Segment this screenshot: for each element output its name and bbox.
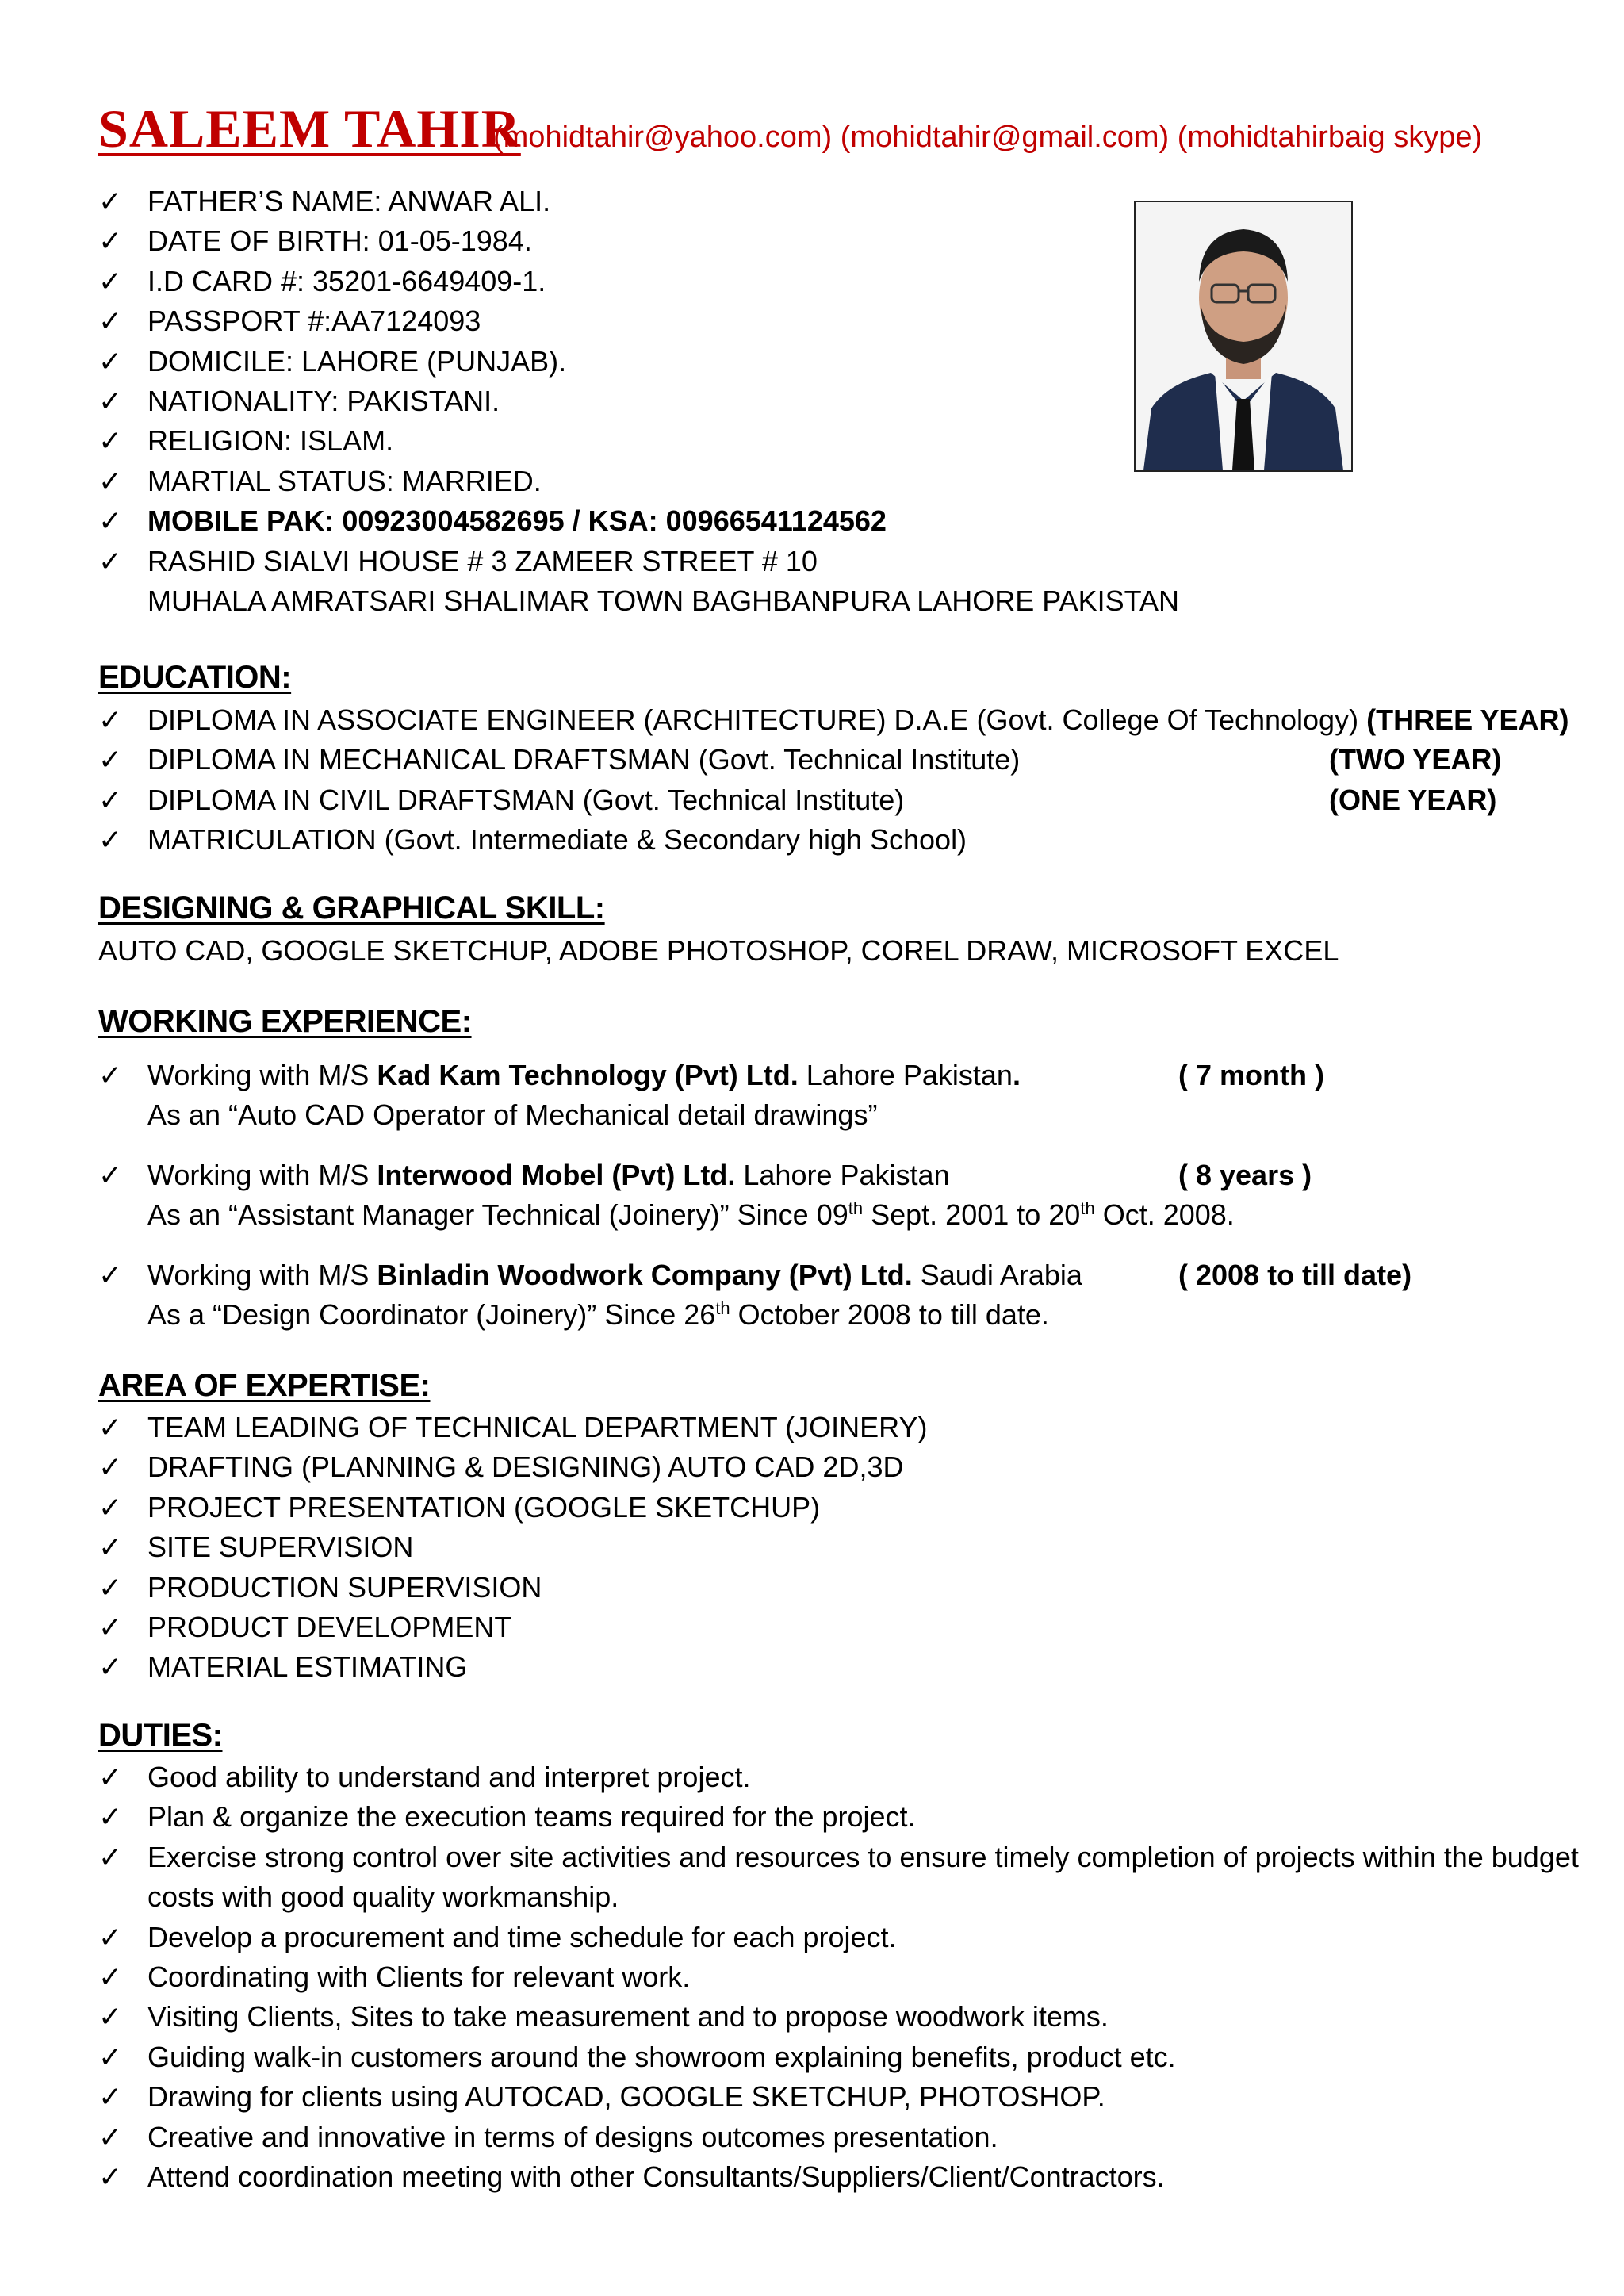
list-item: ✓ PASSPORT #:AA7124093 [98,301,1179,341]
check-icon: ✓ [98,1570,123,1604]
company-name: Kad Kam Technology [377,1059,667,1091]
check-icon: ✓ [98,1761,123,1793]
duties-heading: DUTIES: [98,1718,223,1753]
check-icon: ✓ [98,1059,123,1091]
check-icon: ✓ [98,305,123,338]
list-item: ✓ PRODUCTION SUPERVISION [98,1568,927,1608]
list-item: ✓ FATHER’S NAME: ANWAR ALI. [98,182,1179,221]
duration: (THREE YEAR) [1366,703,1569,736]
list-item: ✓ Good ability to understand and interpret project. [98,1757,1591,1797]
check-icon: ✓ [98,2000,123,2033]
check-icon: ✓ [98,1531,123,1564]
experience-item: ✓ Working with M/S Binladin Woodwork Company (Pvt) Ltd. Saudi Arabia ( 2008 to till date) As a “Design Coordinator (Joinery)” Since 26th October 2008 to till date. [98,1255,1235,1336]
check-icon: ✓ [98,783,123,816]
check-icon: ✓ [98,2120,123,2153]
list-item: ✓ Creative and innovative in terms of designs outcomes presentation. [98,2118,1591,2157]
list-item: ✓ TEAM LEADING OF TECHNICAL DEPARTMENT (JOINERY) [98,1408,927,1447]
job-role: As an “Auto CAD Operator of Mechanical detail drawings” [147,1098,878,1132]
check-icon: ✓ [98,703,123,736]
list-item: ✓ Develop a procurement and time schedule for each project. [98,1918,1591,1957]
check-icon: ✓ [98,823,123,857]
duration: ( 2008 to till date) [1178,1258,1412,1291]
personal-details-list [98,182,1179,621]
check-icon: ✓ [98,1840,123,1873]
company-name: Binladin Woodwork Company [377,1258,781,1291]
check-icon: ✓ [98,1258,123,1291]
list-item: ✓ Exercise strong control over site activities and resources to ensure timely completion of projects within the budget costs with good quality workmanship. [98,1838,1591,1918]
list-item: ✓ MATRICULATION (Govt. Intermediate & Secondary high School) [98,820,1542,860]
check-icon: ✓ [98,1158,123,1191]
education-heading: EDUCATION: [98,660,292,695]
check-icon: ✓ [98,1961,123,1994]
check-icon: ✓ [98,1451,123,1484]
list-item: ✓ DATE OF BIRTH: 01-05-1984. [98,221,1179,261]
list-item: ✓ MATERIAL ESTIMATING [98,1647,927,1687]
list-item: ✓ RELIGION: ISLAM. [98,421,1179,461]
list-item: ✓ DRAFTING (PLANNING & DESIGNING) AUTO CAD 2D,3D [98,1447,927,1487]
duties-list [98,1757,1591,2197]
duration: ( 7 month ) [1178,1059,1324,1091]
list-item: ✓ Attend coordination meeting with other Consultants/Suppliers/Client/Contractors. [98,2157,1591,2197]
expertise-heading: AREA OF EXPERTISE: [98,1368,431,1403]
duration: (TWO YEAR) [1329,743,1502,776]
skills-heading: DESIGNING & GRAPHICAL SKILL: [98,891,605,926]
check-icon: ✓ [98,224,123,258]
check-icon: ✓ [98,1411,123,1443]
list-item: ✓ SITE SUPERVISION [98,1527,927,1567]
list-item: ✓ MARTIAL STATUS: MARRIED. [98,462,1179,501]
check-icon: ✓ [98,1920,123,1953]
list-item: ✓ PROJECT PRESENTATION (GOOGLE SKETCHUP) [98,1488,927,1527]
check-icon: ✓ [98,2160,123,2194]
list-item: ✓ I.D CARD #: 35201-6649409-1. [98,262,1179,301]
check-icon: ✓ [98,185,123,217]
list-item: ✓ Plan & organize the execution teams required for the project. [98,1797,1591,1837]
duration: (ONE YEAR) [1329,783,1497,816]
check-icon: ✓ [98,1650,123,1684]
list-item: ✓ Drawing for clients using AUTOCAD, GOOGLE SKETCHUP, PHOTOSHOP. [98,2077,1591,2117]
candidate-name: SALEEM TAHIR [98,98,521,159]
check-icon: ✓ [98,344,123,378]
mobile-numbers: ✓ MOBILE PAK: 00923004582695 / KSA: 00966541124562 [98,501,1179,541]
list-item: ✓ PRODUCT DEVELOPMENT [98,1608,927,1647]
check-icon: ✓ [98,504,123,538]
check-icon: ✓ [98,1800,123,1834]
expertise-list [98,1408,927,1688]
list-item: ✓ DIPLOMA IN MECHANICAL DRAFTSMAN (Govt. Technical Institute) (TWO YEAR) [98,740,1542,780]
check-icon: ✓ [98,2040,123,2073]
experience-heading: WORKING EXPERIENCE: [98,1004,472,1039]
check-icon: ✓ [98,2080,123,2114]
experience-item: ✓ Working with M/S Interwood Mobel (Pvt) Ltd. Lahore Pakistan ( 8 years ) As an “Assistant Manager Technical (Joinery)” Since 09th Sept. 2001 to 20th Oct. 2008. [98,1156,1235,1236]
list-item: ✓ DIPLOMA IN CIVIL DRAFTSMAN (Govt. Technical Institute) (ONE YEAR) [98,780,1542,820]
company-name: Interwood Mobel [377,1158,604,1191]
check-icon: ✓ [98,743,123,776]
list-item: ✓ NATIONALITY: PAKISTANI. [98,381,1179,421]
address: ✓ RASHID SIALVI HOUSE # 3 ZAMEER STREET # 10 MUHALA AMRATSARI SHALIMAR TOWN BAGHBANPURA LAHORE PAKISTAN [98,542,1179,622]
check-icon: ✓ [98,1611,123,1644]
experience-item: ✓ Working with M/S Kad Kam Technology (Pvt) Ltd. Lahore Pakistan. ( 7 month ) As an “Auto CAD Operator of Mechanical detail drawings” [98,1056,1235,1136]
check-icon: ✓ [98,264,123,297]
check-icon: ✓ [98,1490,123,1524]
skills-text: AUTO CAD, GOOGLE SKETCHUP, ADOBE PHOTOSHOP, COREL DRAW, MICROSOFT EXCEL [98,934,1339,967]
list-item: ✓ DIPLOMA IN ASSOCIATE ENGINEER (ARCHITECTURE) D.A.E (Govt. College Of Technology) (THREE YEAR) [98,700,1542,740]
contact-emails: (mohidtahir@yahoo.com) (mohidtahir@gmail.com) (mohidtahirbaig skype) [493,121,1483,154]
experience-list [98,1056,1412,1355]
duration: ( 8 years ) [1178,1158,1312,1191]
check-icon: ✓ [98,424,123,458]
education-list [98,700,1569,861]
list-item: ✓ Visiting Clients, Sites to take measurement and to propose woodwork items. [98,1997,1591,2037]
list-item: ✓ Guiding walk-in customers around the showroom explaining benefits, product etc. [98,2037,1591,2077]
check-icon: ✓ [98,464,123,497]
check-icon: ✓ [98,385,123,418]
job-role: As a “Design Coordinator (Joinery)” Since 26th October 2008 to till date. [147,1298,1049,1332]
job-role: As an “Assistant Manager Technical (Joinery)” Since 09th Sept. 2001 to 20th Oct. 2008. [147,1198,1235,1232]
list-item: ✓ DOMICILE: LAHORE (PUNJAB). [98,342,1179,381]
list-item: ✓ Coordinating with Clients for relevant work. [98,1957,1591,1997]
check-icon: ✓ [98,544,123,577]
